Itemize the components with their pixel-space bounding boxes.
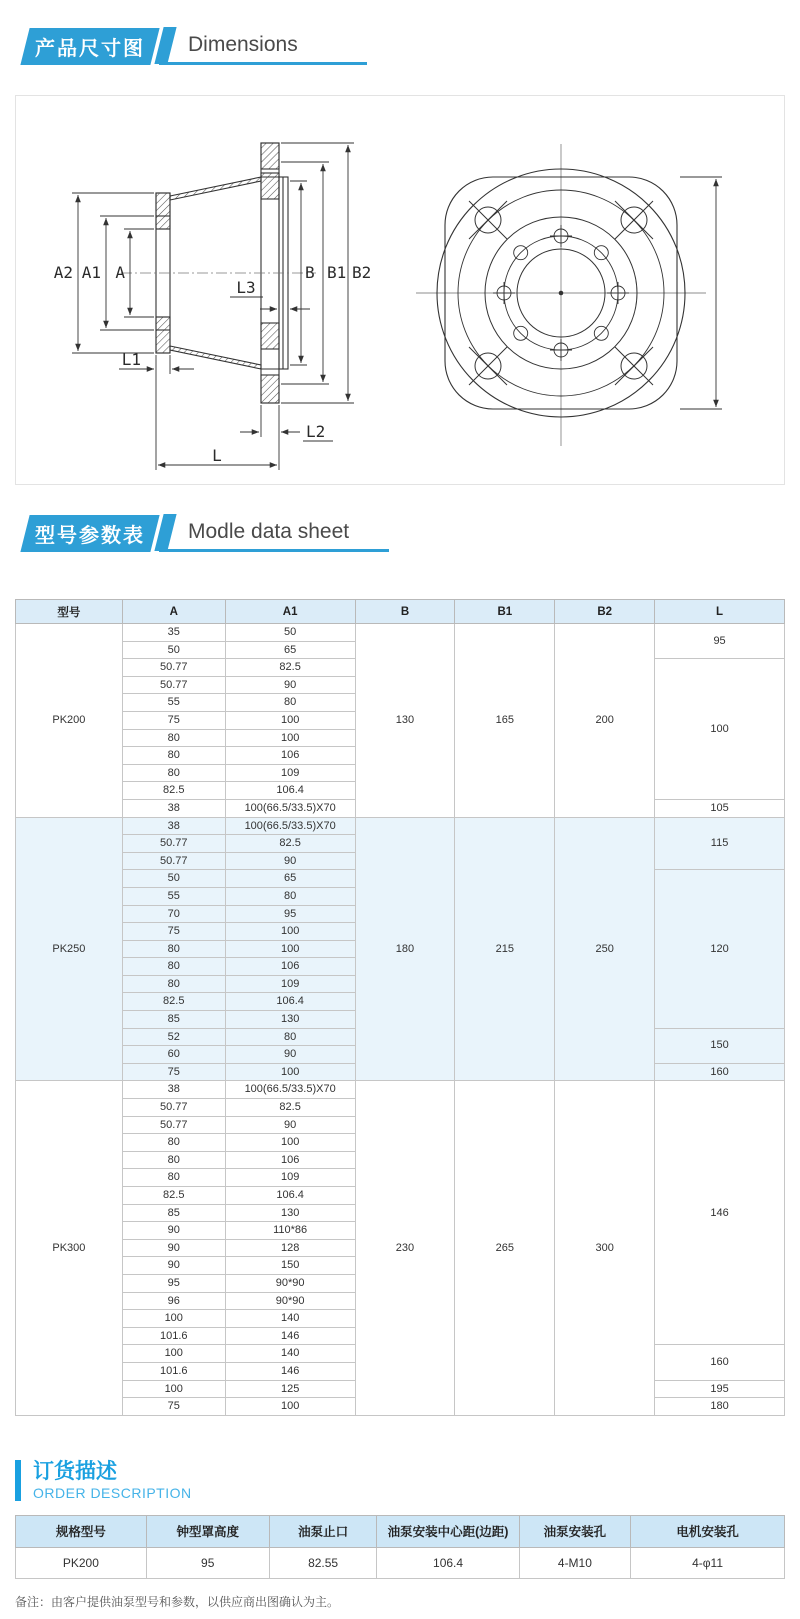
- a1-value-cell: 100(66.5/33.5)X70: [225, 817, 355, 835]
- a1-value-cell: 82.5: [225, 659, 355, 677]
- dimension-drawing-box: [15, 95, 785, 485]
- col-header-b: B: [355, 600, 455, 624]
- dim-label-a1: A1: [81, 263, 101, 282]
- l-value-cell: 160: [655, 1345, 785, 1380]
- a-value-cell: 70: [122, 905, 225, 923]
- a-value-cell: 38: [122, 817, 225, 835]
- a-value-cell: 50.77: [122, 835, 225, 853]
- a1-value-cell: 100: [225, 1134, 355, 1152]
- a1-value-cell: 82.5: [225, 835, 355, 853]
- section-underline: [159, 28, 367, 65]
- a-value-cell: 52: [122, 1028, 225, 1046]
- a-value-cell: 80: [122, 1134, 225, 1152]
- dim-label-b1: B1: [327, 263, 347, 282]
- order-header-row: [16, 1515, 785, 1547]
- a-value-cell: 60: [122, 1046, 225, 1064]
- a1-value-cell: 90: [225, 852, 355, 870]
- order-col-spigot: 油泵止口: [269, 1515, 377, 1547]
- a1-value-cell: 82.5: [225, 1099, 355, 1117]
- a1-value-cell: 125: [225, 1380, 355, 1398]
- a-value-cell: 38: [122, 1081, 225, 1099]
- a-value-cell: 80: [122, 940, 225, 958]
- a1-value-cell: 90*90: [225, 1274, 355, 1292]
- a1-value-cell: 140: [225, 1310, 355, 1328]
- b1-value-cell: 265: [455, 1081, 555, 1415]
- section-title-en: Dimensions: [188, 33, 298, 56]
- a1-value-cell: 109: [225, 975, 355, 993]
- a-value-cell: 85: [122, 1011, 225, 1029]
- col-header-b2: B2: [555, 600, 655, 624]
- remark-note: 备注：由客户提供油泵型号和参数，以供应商出图确认为主。: [15, 1594, 340, 1609]
- order-spec-value: PK200: [16, 1547, 147, 1578]
- l-value-cell: 95: [655, 624, 785, 659]
- order-motor-holes-value: 4-φ11: [631, 1547, 785, 1578]
- a1-value-cell: 106: [225, 1151, 355, 1169]
- a-value-cell: 50.77: [122, 1099, 225, 1117]
- a1-value-cell: 90: [225, 1116, 355, 1134]
- section-title-en: Modle data sheet: [188, 520, 350, 543]
- b1-value-cell: 215: [455, 817, 555, 1081]
- a-value-cell: 100: [122, 1310, 225, 1328]
- a-value-cell: 38: [122, 799, 225, 817]
- model-data-table: [15, 599, 785, 1416]
- a-value-cell: 82.5: [122, 782, 225, 800]
- a1-value-cell: 106.4: [225, 782, 355, 800]
- section-title-zh: 产品尺寸图: [35, 38, 145, 60]
- model-cell: PK300: [16, 1081, 123, 1415]
- a-value-cell: 80: [122, 764, 225, 782]
- order-title-zh: 订货描述: [33, 1459, 117, 1483]
- a-value-cell: 50: [122, 641, 225, 659]
- a-value-cell: 101.6: [122, 1362, 225, 1380]
- model-cell: PK200: [16, 624, 123, 818]
- col-header-model: 型号: [16, 600, 123, 624]
- l-value-cell: 150: [655, 1028, 785, 1063]
- dim-label-l2: L2: [306, 422, 326, 441]
- a1-value-cell: 106.4: [225, 993, 355, 1011]
- front-view: [416, 144, 722, 446]
- col-header-l: L: [655, 600, 785, 624]
- a-value-cell: 80: [122, 747, 225, 765]
- a-value-cell: 100: [122, 1345, 225, 1363]
- col-header-a1: A1: [225, 600, 355, 624]
- a1-value-cell: 95: [225, 905, 355, 923]
- a1-value-cell: 65: [225, 641, 355, 659]
- a1-value-cell: 106.4: [225, 1187, 355, 1205]
- a-value-cell: 82.5: [122, 1187, 225, 1205]
- l-value-cell: 100: [655, 659, 785, 800]
- b2-value-cell: 200: [555, 624, 655, 818]
- section-tab: [20, 515, 159, 552]
- a-value-cell: 90: [122, 1239, 225, 1257]
- col-header-a: A: [122, 600, 225, 624]
- a-value-cell: 80: [122, 975, 225, 993]
- a-value-cell: 35: [122, 624, 225, 642]
- a1-value-cell: 65: [225, 870, 355, 888]
- a-value-cell: 96: [122, 1292, 225, 1310]
- table-row: [16, 624, 785, 642]
- a1-value-cell: 50: [225, 624, 355, 642]
- a1-value-cell: 100: [225, 711, 355, 729]
- dim-label-b: B: [305, 263, 315, 282]
- a1-value-cell: 90: [225, 676, 355, 694]
- a1-value-cell: 80: [225, 887, 355, 905]
- a-value-cell: 50.77: [122, 676, 225, 694]
- order-pump-holes-value: 4-M10: [519, 1547, 631, 1578]
- a-value-cell: 50.77: [122, 852, 225, 870]
- b2-value-cell: 300: [555, 1081, 655, 1415]
- a1-value-cell: 106: [225, 958, 355, 976]
- a1-value-cell: 80: [225, 694, 355, 712]
- a-value-cell: 101.6: [122, 1327, 225, 1345]
- a-value-cell: 80: [122, 729, 225, 747]
- a-value-cell: 90: [122, 1257, 225, 1275]
- a1-value-cell: 140: [225, 1345, 355, 1363]
- dim-label-a: A: [115, 263, 125, 282]
- l-value-cell: 160: [655, 1063, 785, 1081]
- a1-value-cell: 110*86: [225, 1222, 355, 1240]
- dimension-drawing: [16, 96, 784, 484]
- dim-label-l: L: [212, 446, 222, 465]
- order-height-value: 95: [146, 1547, 269, 1578]
- a-value-cell: 90: [122, 1222, 225, 1240]
- a1-value-cell: 150: [225, 1257, 355, 1275]
- table-header-row: [16, 600, 785, 624]
- order-col-spec: 规格型号: [16, 1515, 147, 1547]
- order-col-pump-holes: 油泵安装孔: [519, 1515, 631, 1547]
- a1-value-cell: 106: [225, 747, 355, 765]
- a-value-cell: 100: [122, 1380, 225, 1398]
- order-col-motor-holes: 电机安装孔: [631, 1515, 785, 1547]
- a-value-cell: 75: [122, 711, 225, 729]
- a1-value-cell: 100: [225, 1398, 355, 1416]
- section-header-model-data: [15, 515, 785, 552]
- a-value-cell: 80: [122, 958, 225, 976]
- a1-value-cell: 100: [225, 940, 355, 958]
- a1-value-cell: 146: [225, 1362, 355, 1380]
- b2-value-cell: 250: [555, 817, 655, 1081]
- section-underline: [159, 515, 389, 552]
- b-value-cell: 180: [355, 817, 455, 1081]
- a-value-cell: 75: [122, 1398, 225, 1416]
- l-value-cell: 105: [655, 799, 785, 817]
- b1-value-cell: 165: [455, 624, 555, 818]
- dim-label-l3: L3: [236, 278, 256, 297]
- a1-value-cell: 109: [225, 1169, 355, 1187]
- dim-label-b2: B2: [352, 263, 372, 282]
- order-col-distance: 油泵安装中心距(边距): [377, 1515, 519, 1547]
- col-header-b1: B1: [455, 600, 555, 624]
- l-value-cell: 195: [655, 1380, 785, 1398]
- l-value-cell: 180: [655, 1398, 785, 1416]
- section-title-zh: 型号参数表: [35, 525, 145, 547]
- a-value-cell: 85: [122, 1204, 225, 1222]
- a1-value-cell: 100(66.5/33.5)X70: [225, 799, 355, 817]
- table-row: [16, 1081, 785, 1099]
- table-row: [16, 817, 785, 835]
- order-table: [15, 1515, 785, 1579]
- l-value-cell: 115: [655, 817, 785, 870]
- l-value-cell: 120: [655, 870, 785, 1028]
- a1-value-cell: 100: [225, 1063, 355, 1081]
- a1-value-cell: 146: [225, 1327, 355, 1345]
- b-value-cell: 230: [355, 1081, 455, 1415]
- a1-value-cell: 100: [225, 729, 355, 747]
- order-col-height: 钟型罩高度: [146, 1515, 269, 1547]
- a1-value-cell: 130: [225, 1011, 355, 1029]
- order-distance-value: 106.4: [377, 1547, 519, 1578]
- a-value-cell: 80: [122, 1151, 225, 1169]
- order-title-en: ORDER DESCRIPTION: [33, 1484, 192, 1501]
- a1-value-cell: 90: [225, 1046, 355, 1064]
- a1-value-cell: 130: [225, 1204, 355, 1222]
- a-value-cell: 50: [122, 870, 225, 888]
- section-header-dimensions: [15, 28, 785, 65]
- page: [15, 0, 785, 1610]
- a-value-cell: 82.5: [122, 993, 225, 1011]
- a-value-cell: 50.77: [122, 1116, 225, 1134]
- a-value-cell: 50.77: [122, 659, 225, 677]
- a1-value-cell: 100(66.5/33.5)X70: [225, 1081, 355, 1099]
- l-value-cell: 146: [655, 1081, 785, 1345]
- section-tab: [20, 28, 159, 65]
- section-header-order: [15, 1460, 785, 1501]
- a1-value-cell: 109: [225, 764, 355, 782]
- a1-value-cell: 80: [225, 1028, 355, 1046]
- order-data-row: [16, 1547, 785, 1578]
- a1-value-cell: 90*90: [225, 1292, 355, 1310]
- a-value-cell: 55: [122, 694, 225, 712]
- model-cell: PK250: [16, 817, 123, 1081]
- a-value-cell: 95: [122, 1274, 225, 1292]
- a-value-cell: 80: [122, 1169, 225, 1187]
- order-spigot-value: 82.55: [269, 1547, 377, 1578]
- a1-value-cell: 100: [225, 923, 355, 941]
- a-value-cell: 75: [122, 1063, 225, 1081]
- a1-value-cell: 128: [225, 1239, 355, 1257]
- dim-label-l1: L1: [121, 350, 141, 369]
- a-value-cell: 75: [122, 923, 225, 941]
- dim-label-a2: A2: [53, 263, 73, 282]
- b-value-cell: 130: [355, 624, 455, 818]
- a-value-cell: 55: [122, 887, 225, 905]
